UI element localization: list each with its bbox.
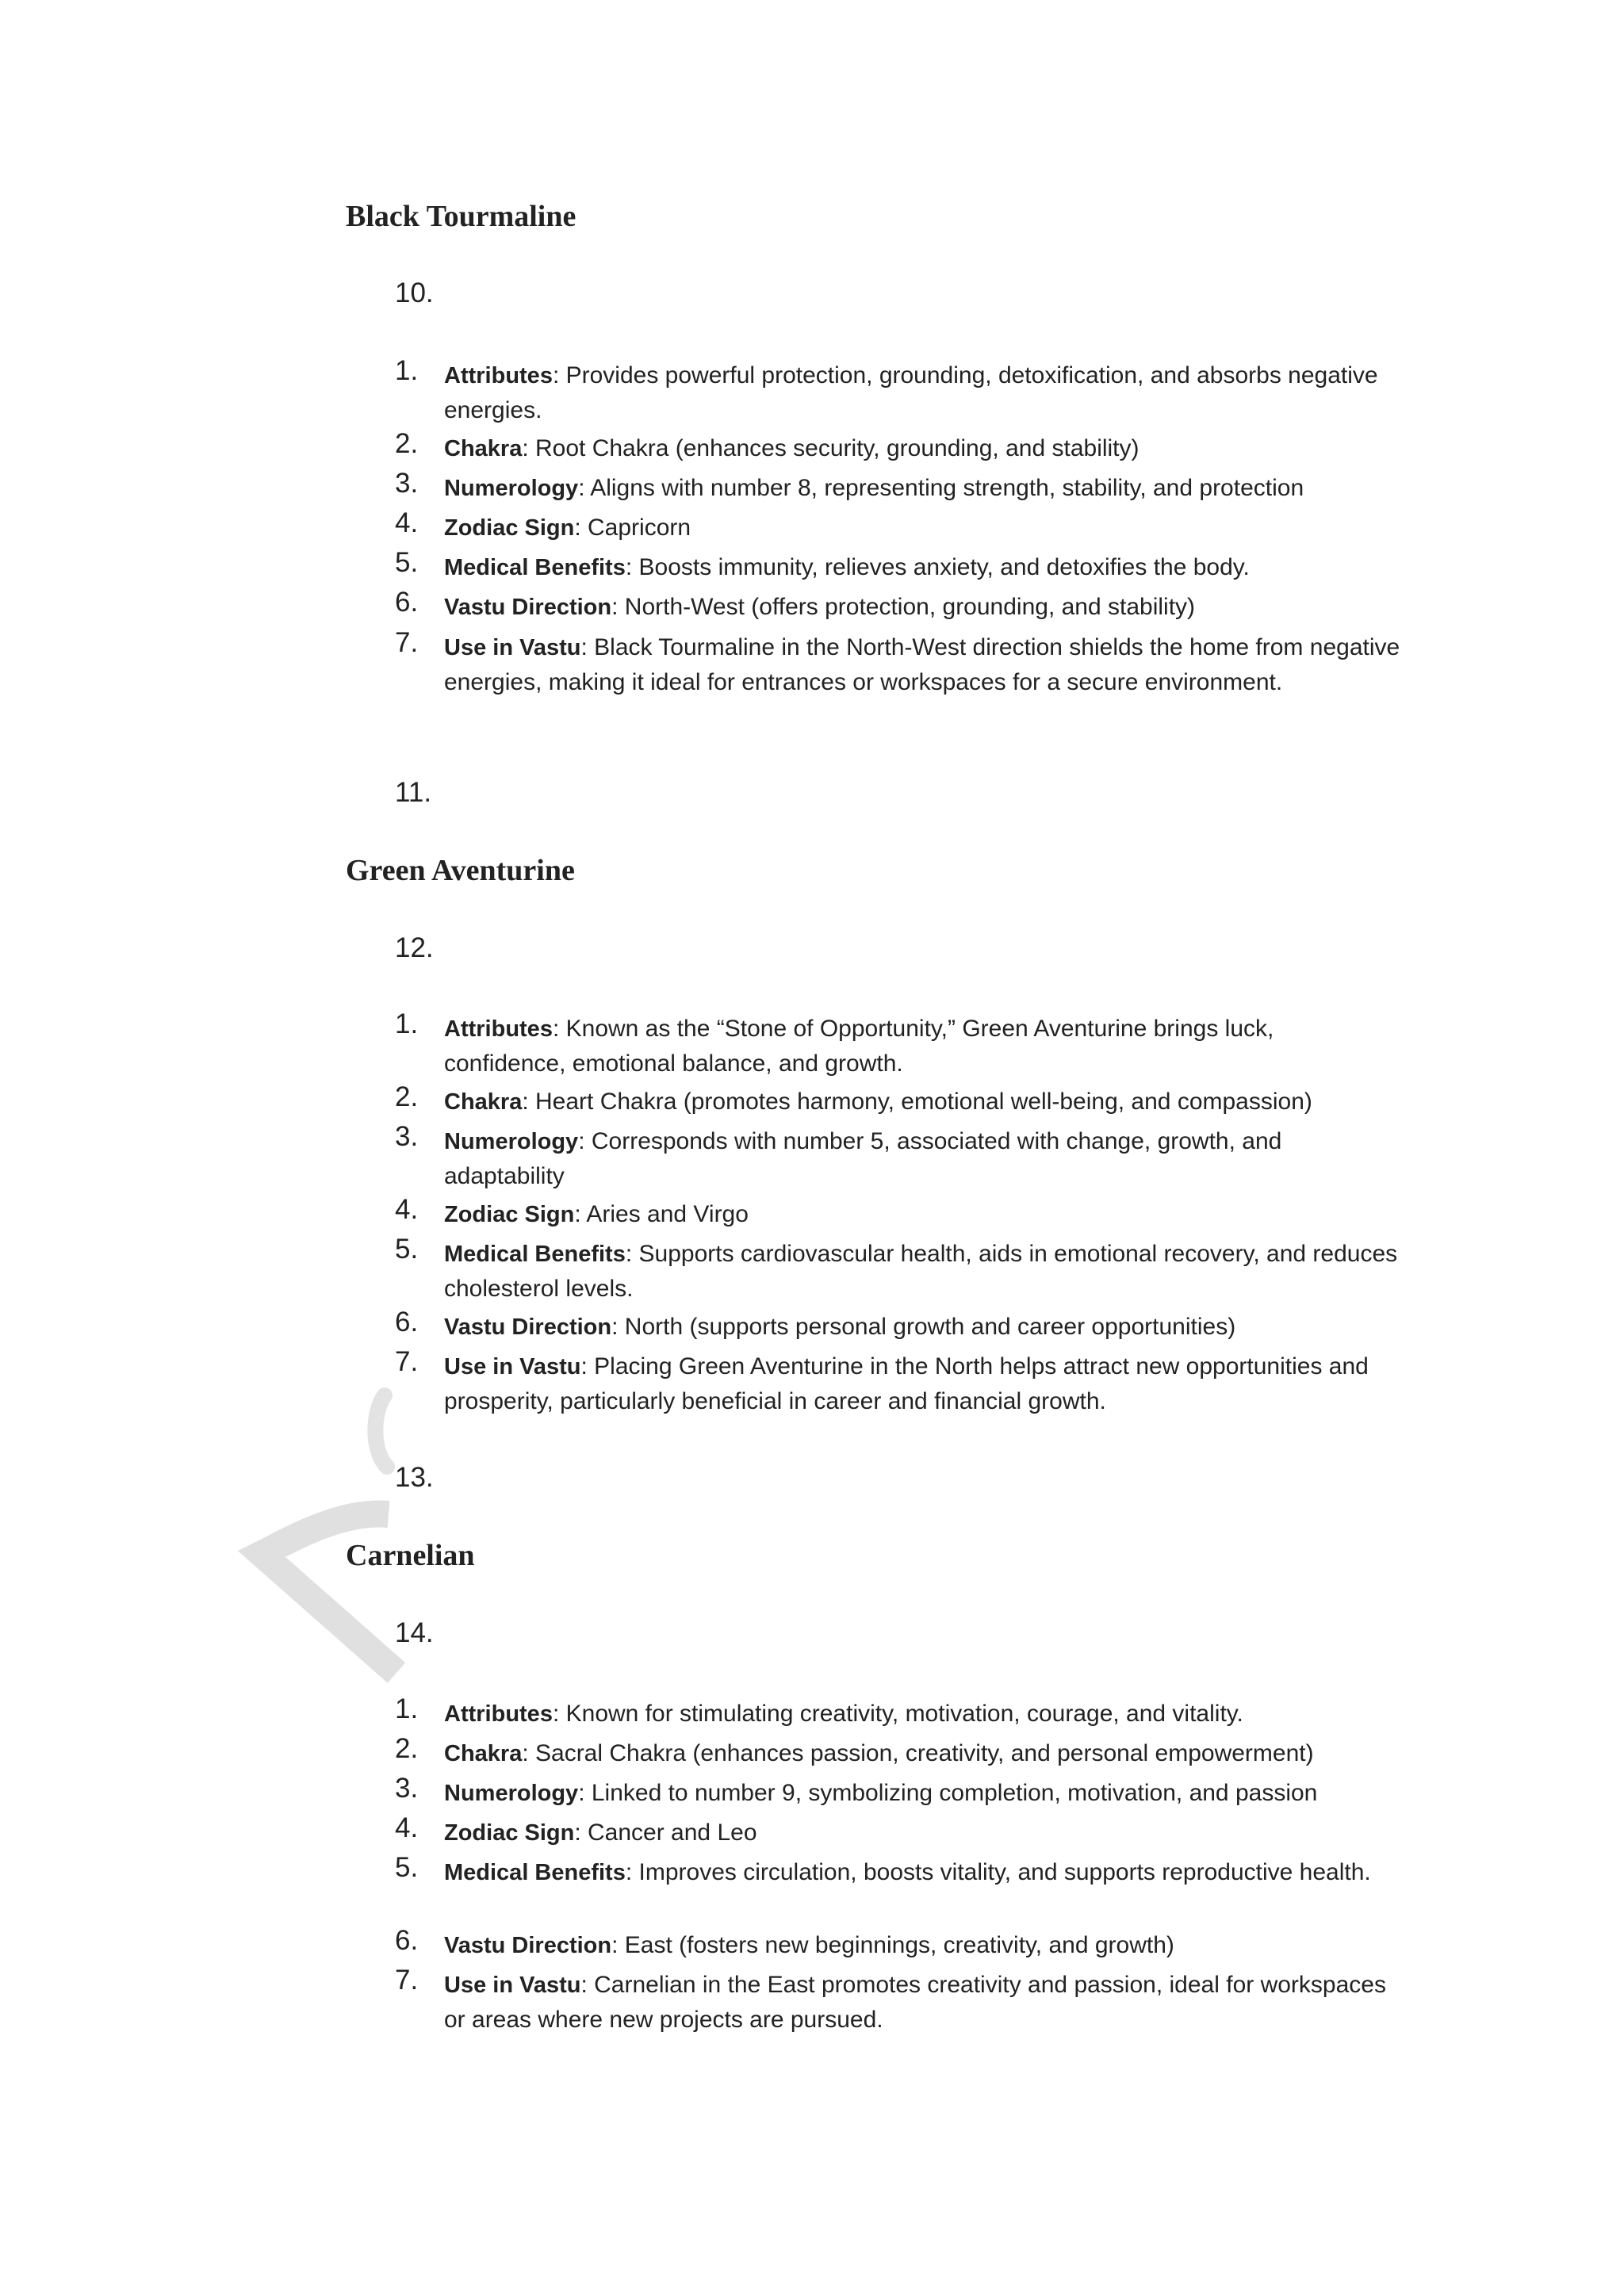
list-marker: 6. [395, 587, 419, 618]
item-term: Chakra [444, 1089, 523, 1115]
list-item [395, 627, 1402, 700]
item-term: Use in Vastu [444, 1973, 581, 1998]
item-term: Medical Benefits [444, 555, 626, 580]
numbered-paragraph: 11. [395, 777, 432, 808]
section-heading: Carnelian [346, 1539, 475, 1572]
item-term: Chakra [444, 1741, 523, 1766]
item-text: : North (supports personal growth and career opportunities) [611, 1314, 1236, 1340]
list-marker: 3. [395, 468, 419, 499]
list-marker: 7. [395, 1346, 419, 1377]
item-term: Zodiac Sign [444, 515, 575, 541]
item-text: : Supports cardiovascular health, aids in emotional recovery, and reduces cholesterol levels. [444, 1241, 1398, 1302]
item-text: : Provides powerful protection, grounding, detoxification, and absorbs negative energies. [444, 362, 1378, 423]
item-term: Numerology [444, 476, 579, 501]
item-text: : Linked to number 9, symbolizing completion, motivation, and passion [578, 1780, 1318, 1806]
list-item [395, 1194, 1402, 1232]
list-item [395, 1346, 1402, 1419]
item-text: : East (fosters new beginnings, creativity, and growth) [611, 1932, 1174, 1958]
item-term: Attributes [444, 1016, 553, 1042]
item-term: Numerology [444, 1781, 579, 1806]
item-text: : Sacral Chakra (enhances passion, creativity, and personal empowerment) [522, 1740, 1314, 1766]
list-marker: 4. [395, 1194, 419, 1225]
numbered-paragraph: 14. [395, 1617, 434, 1648]
item-text: : Root Chakra (enhances security, grounding, and stability) [522, 435, 1139, 461]
item-text: : Improves circulation, boosts vitality, and supports reproductive health. [625, 1859, 1371, 1885]
item-term: Chakra [444, 436, 523, 461]
list-item [395, 1965, 1402, 2038]
item-text: : Heart Chakra (promotes harmony, emotional well-being, and compassion) [522, 1089, 1312, 1115]
item-text: : North-West (offers protection, grounding, and stability) [611, 594, 1196, 620]
list-marker: 4. [395, 1812, 419, 1843]
list-marker: 5. [395, 547, 419, 578]
item-text: : Known for stimulating creativity, motivation, courage, and vitality. [552, 1701, 1243, 1727]
item-term: Use in Vastu [444, 635, 581, 660]
item-term: Zodiac Sign [444, 1202, 575, 1227]
numbered-paragraph: 12. [395, 932, 434, 963]
list-item [395, 1081, 1402, 1119]
item-term: Vastu Direction [444, 1314, 612, 1340]
list-marker: 4. [395, 507, 419, 538]
list-item [395, 428, 1402, 466]
item-term: Attributes [444, 363, 553, 388]
item-text: : Corresponds with number 5, associated with change, growth, and adaptability [444, 1128, 1282, 1189]
list-item [395, 1852, 1402, 1890]
item-term: Use in Vastu [444, 1354, 581, 1380]
list-item [395, 1812, 1402, 1850]
list-marker: 2. [395, 1081, 419, 1112]
item-text: : Carnelian in the East promotes creativity and passion, ideal for workspaces or areas where new projects are pursued. [444, 1972, 1386, 2033]
item-term: Zodiac Sign [444, 1820, 575, 1846]
item-text: : Aligns with number 8, representing strength, stability, and protection [578, 475, 1304, 501]
item-term: Medical Benefits [444, 1860, 626, 1885]
item-term: Medical Benefits [444, 1242, 626, 1267]
list-item [395, 1234, 1402, 1307]
list-marker: 6. [395, 1925, 419, 1956]
numbered-paragraph: 13. [395, 1462, 434, 1493]
list-marker: 2. [395, 1733, 419, 1764]
item-term: Attributes [444, 1701, 553, 1727]
item-text: : Black Tourmaline in the North-West direction shields the home from negative energies, making it ideal for entrances or workspaces for a secure environment. [444, 634, 1400, 695]
section-heading: Black Tourmaline [346, 200, 576, 233]
list-item [395, 1008, 1402, 1081]
item-text: : Aries and Virgo [574, 1201, 749, 1227]
list-item [395, 507, 1402, 545]
list-marker: 6. [395, 1307, 419, 1337]
item-text: : Capricorn [574, 515, 691, 541]
numbered-paragraph: 10. [395, 277, 434, 308]
list-item [395, 1307, 1402, 1345]
item-term: Vastu Direction [444, 595, 612, 620]
item-term: Vastu Direction [444, 1933, 612, 1958]
list-item [395, 587, 1402, 625]
list-item [395, 547, 1402, 585]
list-item [395, 1925, 1402, 1963]
list-item [395, 355, 1402, 428]
list-marker: 7. [395, 627, 419, 658]
item-text: : Placing Green Aventurine in the North helps attract new opportunities and prosperity, particularly beneficial in career and financial growth. [444, 1353, 1369, 1414]
list-item [395, 1121, 1402, 1194]
list-marker: 7. [395, 1965, 419, 1996]
item-text: : Known as the “Stone of Opportunity,” Green Aventurine brings luck, confidence, emotional balance, and growth. [444, 1016, 1274, 1077]
item-text: : Boosts immunity, relieves anxiety, and detoxifies the body. [625, 554, 1250, 580]
list-item [395, 468, 1402, 506]
item-term: Numerology [444, 1129, 579, 1154]
list-marker: 5. [395, 1852, 419, 1883]
list-item [395, 1733, 1402, 1771]
list-marker: 2. [395, 428, 419, 459]
list-item [395, 1773, 1402, 1811]
section-heading: Green Aventurine [346, 854, 575, 887]
list-marker: 3. [395, 1773, 419, 1804]
list-marker: 1. [395, 355, 419, 386]
list-marker: 5. [395, 1234, 419, 1265]
list-marker: 3. [395, 1121, 419, 1152]
list-item [395, 1693, 1402, 1732]
list-marker: 1. [395, 1693, 419, 1724]
item-text: : Cancer and Leo [574, 1820, 757, 1846]
list-marker: 1. [395, 1008, 419, 1039]
